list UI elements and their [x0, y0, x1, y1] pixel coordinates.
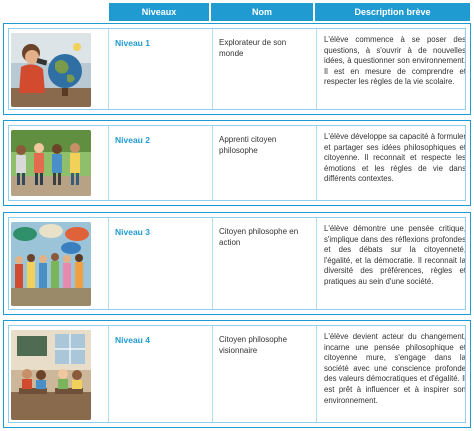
level-description: L'élève commence à se poser des questions, à s'ouvrir à de nouvelles idées, à questionner son environnement. Il est en mesure de comprendre et respecter les règles de la vie scolaire. — [324, 35, 466, 87]
table-row — [3, 23, 471, 115]
level-name: Citoyen philosophe en action — [219, 227, 299, 247]
level-label: Niveau 1 — [115, 38, 150, 48]
table-row — [3, 212, 471, 315]
level-label: Niveau 2 — [115, 135, 150, 145]
table-row — [3, 320, 471, 428]
level-label: Niveau 4 — [115, 335, 150, 345]
header-nom: Nom — [211, 3, 313, 21]
classroom-illustration — [11, 330, 91, 420]
level-name: Apprenti citoyen philosophe — [219, 135, 277, 155]
level-description: L'élève démontre une pensée critique, s'implique dans des réflexions profondes et des débats sur la citoyenneté, l'égalité, et la démocratie. Il reconnait la diversité des préférences, règles et pratiques au sein d'une société. — [324, 224, 466, 286]
header-niveaux: Niveaux — [109, 3, 209, 21]
level-name: Explorateur de son monde — [219, 38, 287, 58]
level-label: Niveau 3 — [115, 227, 150, 237]
explorer-illustration — [11, 33, 91, 107]
header-description: Description brève — [315, 3, 470, 21]
table-row — [3, 120, 471, 206]
level-description: L'élève devient acteur du changement, incarne une pensée philosophique et citoyenne mure, s'engage dans la société avec une conscience profonde des valeurs démocratiques et d'égalité. Il est prêt à influencer et à inspirer son environnement. — [324, 332, 466, 405]
students-debate-illustration — [11, 222, 91, 306]
level-name: Citoyen philosophe visionnaire — [219, 335, 288, 355]
level-description: L'élève développe sa capacité à formuler et partager ses idées philosophiques et citoyenne. Il reconnait et respecte les émotions et les règles de vie dans différents contextes. — [324, 132, 466, 184]
students-discussion-illustration — [11, 130, 91, 196]
